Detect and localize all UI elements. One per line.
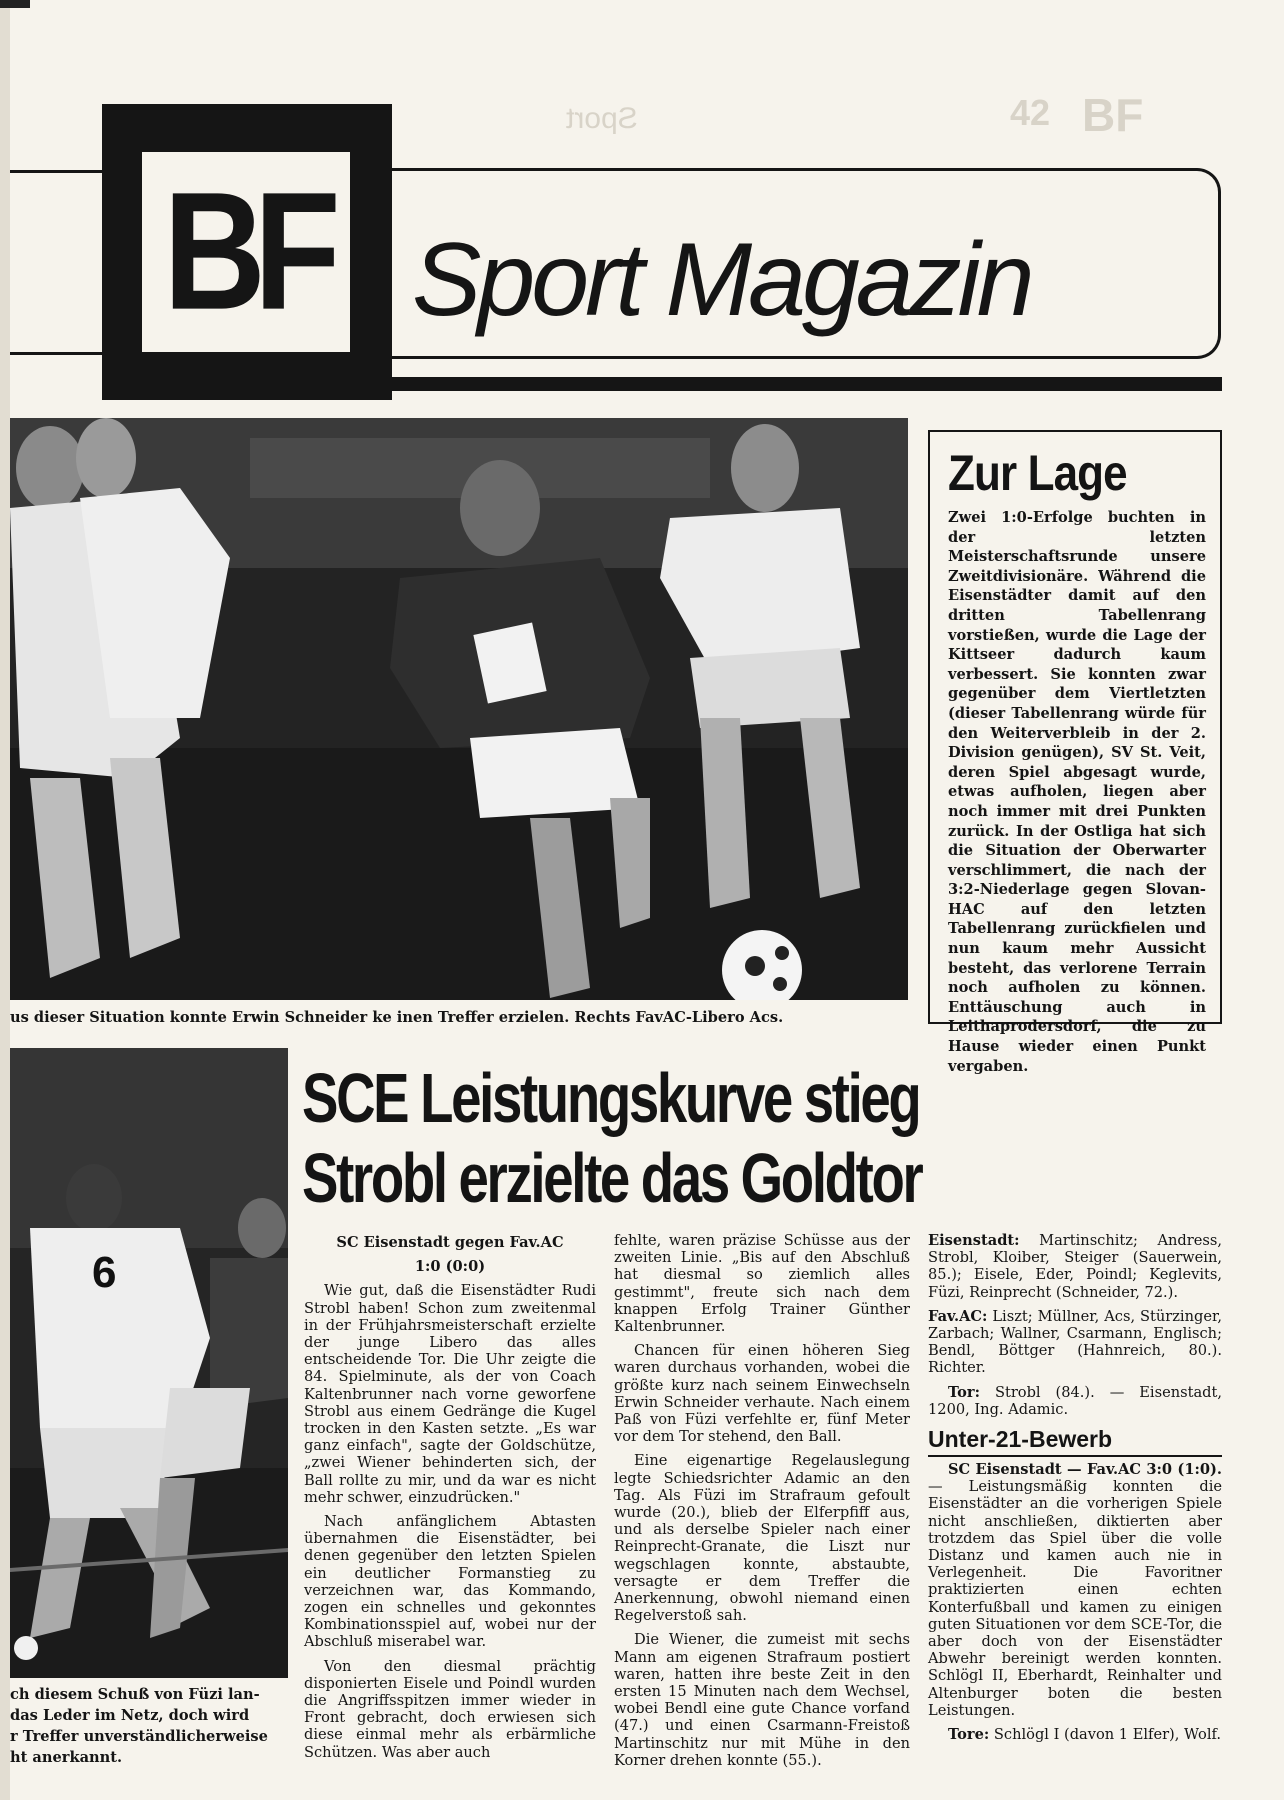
paragraph: Chancen für einen höheren Sieg waren durchaus vorhanden, wobei die größte kurz nach seinem Einwechseln Erwin Schneider verhaute. Nach einem Paß von Füzi verfehlte er, fünf Meter vor dem Tor stehend, den Ball. — [614, 1342, 910, 1446]
top-photo — [10, 418, 908, 1000]
top-photo-caption: us dieser Situation konnte Erwin Schneider ke inen Treffer erzielen. Rechts FavAC-Libero Acs. — [10, 1009, 784, 1026]
page-edge — [0, 0, 10, 1800]
masthead-rule-top — [10, 170, 115, 173]
football-action-photo — [10, 418, 908, 1000]
lineup-label: Eisenstadt: — [928, 1232, 1020, 1249]
left-photo-caption — [10, 1684, 268, 1768]
bleed-section: Sport — [566, 102, 638, 135]
u21-goals-text: Schlögl I (davon 1 Elfer), Wolf. — [993, 1726, 1222, 1744]
paragraph: Wie gut, daß die Eisenstädter Rudi Strobl haben! Schon zum zweitenmal in der Frühjahrsmeisterschaft erzielte der junge Libero das alles entscheidende Tor. Die Uhr zeigte die 84. Spielminute, als der von Coach Kaltenbrunner nach vorne geworfene Strobl aus einem Gedränge die Kugel trocken in den Kasten setzte. „Es war ganz einfach", sagte der Goldschütze, „zwei Wiener behinderten sich, der Ball rollte zu mir, und da war es nicht mehr schwer, einzudrücken." — [304, 1282, 596, 1506]
bleed-page-number: 42 — [1010, 92, 1051, 133]
lineup-eisenstadt — [928, 1232, 1222, 1301]
u21-goals — [928, 1726, 1222, 1743]
match-heading: SC Eisenstadt gegen Fav.AC — [336, 1234, 564, 1251]
masthead-bar — [390, 377, 1222, 391]
lineup-favac — [928, 1308, 1222, 1377]
paragraph: fehlte, waren präzise Schüsse aus der zweiten Linie. „Bis auf den Abschluß hat diesmal so ziemlich alles gestimmt", freute sich nach dem knappen Erfolg Trainer Günther Kaltenbrunner. — [614, 1232, 910, 1336]
left-photo — [10, 1048, 288, 1678]
caption-line: r Treffer unverständlicherweise — [10, 1728, 268, 1745]
headline — [302, 1058, 921, 1218]
u21-report — [928, 1461, 1222, 1719]
article-column-2 — [614, 1232, 910, 1776]
jersey-number: 6 — [92, 1248, 117, 1297]
logo-text: BF — [163, 157, 329, 346]
lineup-text: Martinschitz; Andress, Strobl, Kloiber, Steiger (Sauerwein, 85.); Eisele, Eder, Poindl; Keglevits, Füzi, Reinprecht (Schneider, 72.). — [928, 1232, 1223, 1301]
caption-line: ch diesem Schuß von Füzi lan- — [10, 1686, 260, 1703]
magazine-title: Sport Magazin — [412, 222, 1031, 338]
headline-line-2: Strobl erzielte das Goldtor — [302, 1139, 922, 1217]
paragraph: Die Wiener, die zumeist mit sechs Mann am eigenen Strafraum postiert waren, hatten ihre beste Zeit in den ersten 15 Minuten nach dem Wechsel, wobei Bendl eine gute Chance vorfand (47.) und einen Csarmann-Freistoß Martinschitz nur mit Mühe in den Korner drehen konnte (55.). — [614, 1631, 910, 1769]
corner-mark — [0, 0, 30, 8]
football-shot-photo — [10, 1048, 288, 1678]
caption-line: ht anerkannt. — [10, 1749, 123, 1766]
caption-line: das Leder im Netz, doch wird — [10, 1707, 250, 1724]
goal-label: Tor: — [948, 1383, 980, 1401]
sidebar-title: Zur Lage — [948, 445, 1127, 501]
u21-text: — Leistungsmäßig konnten die Eisenstädter an die vorherigen Spiele nicht anschließen, diktierten aber trotzdem das Spiel über die volle Distanz und kamen auch nie in Verlegenheit. Die Favoritner praktizierten einen echten Konterfußball und kamen zu einigen guten Situationen vor dem SCE-Tor, die aber doch von der Eisenstädter Abwehr bereinigt werden konnten. Schlögl II, Eberhardt, Reinhalter und Altenburger boten die besten Leistungen. — [928, 1478, 1222, 1719]
masthead-rule-bottom — [10, 352, 115, 355]
article-column-1 — [304, 1234, 596, 1768]
paragraph: Von den diesmal prächtig disponierten Eisele und Poindl wurden die Angriffsspitzen immer wieder in Front gebracht, doch erwiesen sich diese einmal mehr als erbärmliche Schützen. Was aber auch — [304, 1657, 596, 1761]
sidebar-zur-lage — [928, 430, 1222, 1075]
logo — [142, 152, 350, 352]
bleed-logo: BF — [1082, 89, 1144, 141]
sidebar-body: Zwei 1:0-Erfolge buchten in der letzten Meisterschaftsrunde unsere Zweitdivisionäre. Während die Eisenstädter damit auf den dritten Tabellenrang vorstießen, wurde die Lage der Kittseer dadurch kaum verbessert. Sie konnten zwar gegenüber dem Viertletzten (dieser Tabellenrang würde für den Weiterverbleib in der 2. Division genügen), SV St. Veit, deren Spiel abgesagt wurde, etwas aufholen, liegen aber noch immer mit drei Punkten zurück. In der Ostliga hat sich die Situation der Oberwarter verschlimmert, die nach der 3:2-Niederlage gegen Slovan-HAC auf den letzten Tabellenrang zurückfielen und nun kaum mehr Aussicht besteht, das verlorene Terrain noch aufholen zu können. Enttäuschung auch in Leithaprodersdorf, die zu Hause wieder einen Punkt vergaben. — [948, 509, 1206, 1075]
paragraph: Eine eigenartige Regelauslegung legte Schiedsrichter Adamic an den Tag. Als Füzi im Strafraum gefoult wurde (20.), blieb der Elferpfiff aus, und als derselbe Spieler nach einer Reinprecht-Granate, die Liszt nur wegschlagen konnte, abstaubte, versagte er dem Treffer die Anerkennung, obwohl niemand einen Regelverstoß sah. — [614, 1452, 910, 1625]
u21-result: SC Eisenstadt — Fav.AC 3:0 (1:0). — [948, 1461, 1222, 1479]
lineup-label: Fav.AC: — [928, 1307, 988, 1325]
u21-heading: Unter-21-Bewerb — [928, 1425, 1222, 1457]
headline-line-1: SCE Leistungskurve stieg — [302, 1059, 920, 1137]
article-column-3 — [928, 1232, 1222, 1750]
goal-text: Strobl (84.). — Eisenstadt, 1200, Ing. Adamic. — [928, 1383, 1223, 1418]
u21-goals-label: Tore: — [948, 1726, 990, 1744]
goal-line — [928, 1384, 1222, 1418]
lineup-text: Liszt; Müllner, Acs, Stürzinger, Zarbach; Wallner, Csarmann, Englisch; Bendl, Böttger (Hahnreich, 80.). Richter. — [928, 1307, 1222, 1377]
paragraph: Nach anfänglichem Abtasten übernahmen die Eisenstädter, bei denen gegenüber den letzten Spielen ein deutlicher Formanstieg zu verzeichnen war, das Kommando, zogen ein schnelles und gekonntes Kombinationsspiel auf, wobei nur der Abschluß miserabel war. — [304, 1513, 596, 1651]
match-score: 1:0 (0:0) — [414, 1258, 486, 1276]
